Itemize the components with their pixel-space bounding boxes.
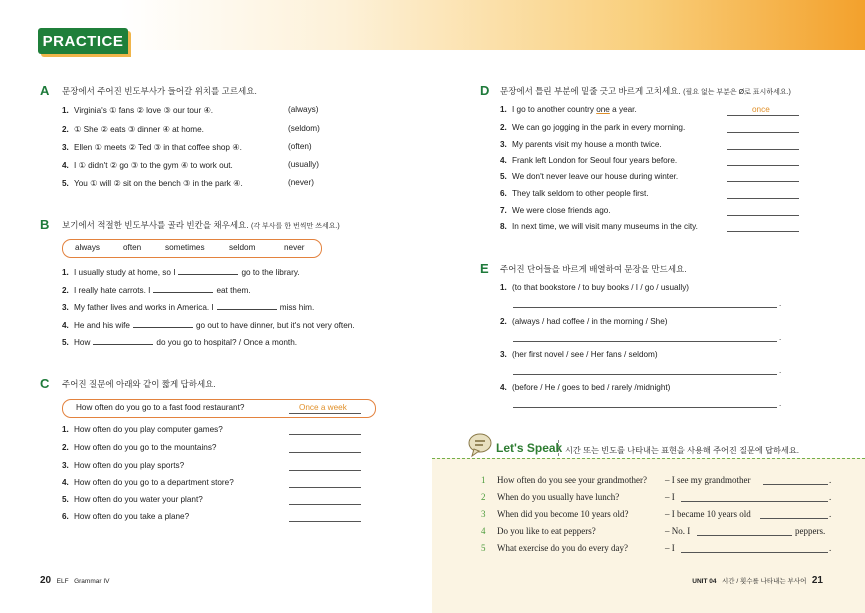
c-example-question: How often do you go to a fast food restaurant?: [76, 403, 245, 412]
a-hint-5: (never): [288, 178, 314, 187]
right-unit-title: 시간 / 횟수를 나타내는 부사어: [721, 578, 807, 585]
section-c-letter: C: [40, 376, 50, 391]
d-answer-line-1: [727, 115, 799, 116]
speak-num-4: 4: [481, 526, 486, 536]
c-answer-6[interactable]: [289, 521, 361, 522]
b-item-1: 1. I usually study at home, so I go to the library.: [62, 268, 300, 277]
c-answer-4[interactable]: [289, 487, 361, 488]
speak-question-4: Do you like to eat peppers?: [497, 526, 596, 536]
header-band: [120, 0, 865, 50]
d-answer-6[interactable]: [727, 198, 799, 199]
e-item-2: 2. (always / had coffee / in the morning / She): [500, 317, 668, 326]
a-item-2: 2. ① She ② eats ③ dinner ④ at home.: [62, 125, 204, 134]
word-always: always: [75, 243, 101, 252]
b-blank-1[interactable]: [178, 266, 238, 275]
d-item-3: 3. My parents visit my house a month twice.: [500, 140, 662, 149]
e-item-1: 1. (to that bookstore / to buy books / I / go / usually): [500, 283, 690, 292]
c-item-3: 3. How often do you play sports?: [62, 461, 185, 470]
e-period-2: .: [779, 333, 782, 342]
footer-left: [40, 575, 109, 586]
right-page-number: 21: [811, 575, 823, 586]
d-item-1: 1. I go to another country one a year.: [500, 105, 637, 114]
speak-blank-1[interactable]: [763, 484, 828, 485]
word-sometimes: sometimes: [165, 243, 205, 252]
speak-question-2: When do you usually have lunch?: [497, 492, 620, 502]
c-answer-2[interactable]: [289, 452, 361, 453]
speak-blank-5[interactable]: [681, 552, 828, 553]
speak-num-3: 3: [481, 509, 486, 519]
c-item-1: 1. How often do you play computer games?: [62, 425, 223, 434]
e-answer-4[interactable]: [513, 407, 777, 408]
e-item-3: 3. (her first novel / see / Her fans / seldom): [500, 350, 658, 359]
d-item-6: 6. They talk seldom to other people first.: [500, 189, 649, 198]
section-a-letter: A: [40, 83, 50, 98]
e-answer-3[interactable]: [513, 374, 777, 375]
d-answer-8[interactable]: [727, 231, 799, 232]
section-c-title: 주어진 질문에 아래와 같이 짧게 답하세요.: [62, 379, 216, 389]
b-blank-3[interactable]: [217, 301, 277, 310]
c-example-line: [289, 413, 361, 414]
section-a-title: 문장에서 주어진 빈도부사가 들어갈 위치를 고르세요.: [62, 86, 257, 96]
c-answer-1[interactable]: [289, 434, 361, 435]
e-period-3: .: [779, 366, 782, 375]
speak-num-1: 1: [481, 475, 486, 485]
a-item-3: 3. Ellen ① meets ② Ted ③ in that coffee shop ④.: [62, 143, 242, 152]
word-bank-box: [62, 239, 322, 258]
speak-question-5: What exercise do you do every day?: [497, 543, 628, 553]
speak-question-1: How often do you see your grandmother?: [497, 475, 647, 485]
footer-right: [692, 575, 823, 586]
c-item-6: 6. How often do you take a plane?: [62, 512, 190, 521]
lets-speak-separator: [558, 440, 559, 456]
speak-question-3: When did you become 10 years old?: [497, 509, 629, 519]
d-item-4: 4. Frank left London for Seoul four years before.: [500, 156, 678, 165]
b-blank-5[interactable]: [93, 336, 153, 345]
speak-num-2: 2: [481, 492, 486, 502]
lets-speak-description: 시간 또는 빈도를 나타내는 표현을 사용해 주어진 질문에 답하세요.: [565, 446, 800, 455]
d-item-5: 5. We don't never leave our house during winter.: [500, 172, 679, 181]
d-item-2: 2. We can go jogging in the park in every morning.: [500, 123, 686, 132]
e-period-4: .: [779, 399, 782, 408]
a-item-5: 5. You ① will ② sit on the bench ③ in the park ④.: [62, 179, 243, 188]
speak-answer-4: – No. I: [665, 526, 691, 536]
speak-answer-3: – I became 10 years old: [665, 509, 751, 519]
d-answer-4[interactable]: [727, 165, 799, 166]
speak-answer-1: – I see my grandmother: [665, 475, 751, 485]
a-hint-4: (usually): [288, 160, 319, 169]
section-d-title: 문장에서 틀린 부분에 밑줄 긋고 바르게 고치세요. (필요 없는 부분은 Ø로 표시하세요.): [500, 86, 791, 96]
word-seldom: seldom: [229, 243, 256, 252]
d-answer-5[interactable]: [727, 181, 799, 182]
practice-badge: PRACTICE: [38, 28, 128, 54]
d-answer-2[interactable]: [727, 132, 799, 133]
a-hint-2: (seldom): [288, 124, 320, 133]
speak-end-5: .: [829, 543, 832, 553]
speak-end-3: .: [829, 509, 832, 519]
speak-answer-5: – I: [665, 543, 675, 553]
speak-blank-4[interactable]: [697, 535, 792, 536]
left-page-number: 20: [40, 575, 52, 586]
b-item-4: 4. He and his wife go out to have dinner, but it's not very often.: [62, 321, 355, 330]
section-e-letter: E: [480, 261, 489, 276]
c-example-answer: Once a week: [299, 403, 347, 412]
left-book-name: ELF: [56, 578, 69, 585]
section-e-title: 주어진 단어들을 바르게 배열하여 문장을 만드세요.: [500, 264, 687, 274]
c-item-2: 2. How often do you go to the mountains?: [62, 443, 217, 452]
b-item-2: 2. I really hate carrots. I eat them.: [62, 286, 251, 295]
c-answer-3[interactable]: [289, 470, 361, 471]
d-answer-7[interactable]: [727, 215, 799, 216]
d-answer-3[interactable]: [727, 149, 799, 150]
b-item-5: 5. How do you go to hospital? / Once a month.: [62, 338, 298, 347]
a-hint-3: (often): [288, 142, 312, 151]
left-book-sub: Grammar IV: [74, 578, 110, 585]
e-period-1: .: [779, 299, 782, 308]
d-item-8: 8. In next time, we will visit many museums in the city.: [500, 222, 698, 231]
speak-end-2: .: [829, 492, 832, 502]
speak-blank-3[interactable]: [760, 518, 828, 519]
section-b-title: 보기에서 적절한 빈도부사를 골라 빈칸을 채우세요. (각 부사를 한 번씩만 쓰세요.): [62, 220, 340, 230]
b-item-3: 3. My father lives and works in America. I miss him.: [62, 303, 315, 312]
speech-bubble-icon: [466, 430, 494, 458]
e-item-4: 4. (before / He / goes to bed / rarely /midnight): [500, 383, 671, 392]
speak-end-1: .: [829, 475, 832, 485]
section-d-letter: D: [480, 83, 490, 98]
speak-answer-2: – I: [665, 492, 675, 502]
d-item-7: 7. We were close friends ago.: [500, 206, 611, 215]
c-item-5: 5. How often do you water your plant?: [62, 495, 203, 504]
speak-num-5: 5: [481, 543, 486, 553]
d-answer-1: once: [752, 105, 770, 114]
a-item-4: 4. I ① didn't ② go ③ to the gym ④ to work out.: [62, 161, 233, 170]
b-blank-4[interactable]: [133, 319, 193, 328]
right-unit: UNIT 04: [692, 578, 717, 585]
speak-end-4: peppers.: [795, 526, 826, 536]
c-answer-5[interactable]: [289, 504, 361, 505]
e-answer-1[interactable]: [513, 307, 777, 308]
d-underlined-word: one: [596, 105, 610, 114]
word-often: often: [123, 243, 142, 252]
speak-blank-2[interactable]: [681, 501, 828, 502]
a-item-1: 1. Virginia's ① fans ② love ③ our tour ④.: [62, 106, 214, 115]
lets-speak-title: Let's Speak: [496, 441, 563, 455]
a-hint-1: (always): [288, 105, 319, 114]
word-never: never: [284, 243, 305, 252]
section-b-letter: B: [40, 217, 50, 232]
e-answer-2[interactable]: [513, 341, 777, 342]
b-blank-2[interactable]: [153, 284, 213, 293]
c-item-4: 4. How often do you go to a department store?: [62, 478, 234, 487]
